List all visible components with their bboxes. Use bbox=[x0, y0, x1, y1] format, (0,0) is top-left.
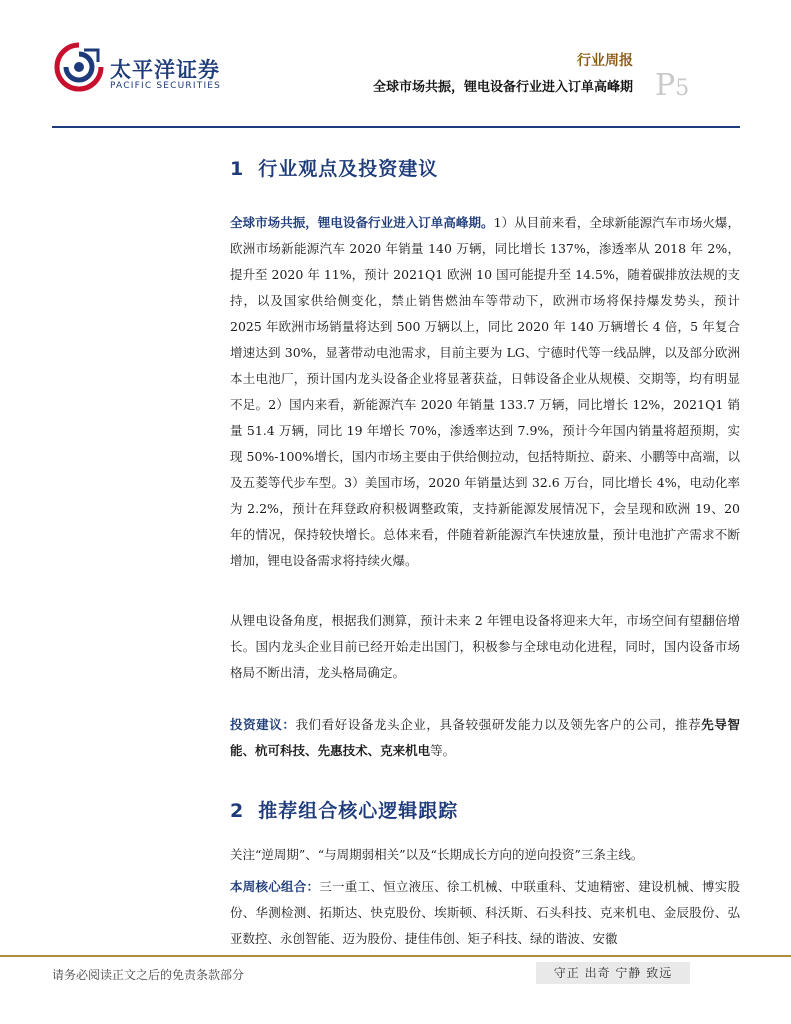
investment-advice-label: 投资建议： bbox=[230, 717, 296, 732]
page-number-value: 5 bbox=[675, 76, 690, 101]
investment-advice-end: 等。 bbox=[430, 743, 456, 758]
footer-disclaimer: 请务必阅读正文之后的免责条款部分 bbox=[52, 968, 245, 982]
brand-name-en: PACIFIC SECURITIES bbox=[110, 81, 222, 91]
investment-advice-text: 我们看好设备龙头企业，具备较强研发能力以及领先客户的公司，推荐 bbox=[295, 717, 702, 732]
recommended-stock: 杭可科技 bbox=[255, 743, 306, 758]
core-portfolio-label: 本周核心组合： bbox=[230, 879, 320, 894]
pacific-securities-logo-icon bbox=[54, 42, 104, 92]
section-1-title: 行业观点及投资建议 bbox=[258, 158, 439, 180]
recommended-stock: 先惠技术 bbox=[317, 743, 368, 758]
list-separator: 、 bbox=[242, 743, 256, 758]
paragraph-body: 1）从目前来看，全球新能源汽车市场火爆，欧洲市场新能源汽车 2020 年销量 140 万辆，同比增长 137%，渗透率从 2018 年 2%，提升至 2020 年 11%，预计 2021Q1 欧洲 10 国可能提升至 14.5%，随着碳排放法规的支持，以及国家供给侧变化，禁止销售燃油车等带动下，欧洲市场将保持爆发势头，预计 2025 年欧洲市场销量将达到 500 万辆以上，同比 2020 年 140 万辆增长 4 倍，5 年复合增速达到 30%，显著带动电池需求，目前主要为 LG、宁德时代等一线品牌，以及部分欧洲本土电池厂，预计国内龙头设备企业将显著获益，日韩设备企业从规模、交期等，均有明显不足。2）国内来看，新能源汽车 2020 年销量 133.7 万辆，同比增长 12%，2021Q1 销量 51.4 万辆，同比 19 年增长 70%，渗透率达到 7.9%，预计今年国内销量将超预期，实现 50%-100%增长，国内市场主要由于供给侧拉动，包括特斯拉、蔚来、小鹏等中高端，以及五菱等代步车型。3）美国市场，2020 年销量达到 32.6 万台，同比增长 4%，电动化率为 2.2%，预计在拜登政府积极调整政策，支持新能源发展情况下，会呈现和欧洲 19、20 年的情况，保持较快增长。总体来看，伴随着新能源汽车快速放量，预计电池扩产需求不断增加，锂电设备需求将持续火爆。 bbox=[230, 215, 740, 568]
recommended-stock: 克来机电 bbox=[380, 743, 431, 758]
core-portfolio-list: 三一重工、恒立液压、徐工机械、中联重科、艾迪精密、建设机械、博实股份、华测检测、拓斯达、快克股份、埃斯顿、科沃斯、石头科技、克来机电、金辰股份、弘亚数控、永创智能、迈为股份、捷佳伟创、矩子科技、绿的谐波、安徽 bbox=[230, 879, 740, 946]
section-2-number: 2 bbox=[230, 800, 245, 822]
investment-advice-paragraph bbox=[230, 712, 740, 764]
section-2-paragraph-1: 关注“逆周期”、“与周期弱相关”以及“长期成长方向的逆向投资”三条主线。 bbox=[230, 847, 644, 862]
section-2-heading bbox=[230, 796, 458, 823]
list-separator: 、 bbox=[367, 743, 381, 758]
section-1-paragraph-1 bbox=[230, 210, 740, 574]
header-divider bbox=[52, 126, 740, 128]
page-number bbox=[655, 68, 689, 103]
section-1-number: 1 bbox=[230, 158, 245, 180]
page-header bbox=[0, 0, 791, 130]
recommended-stock: 先导智能 bbox=[230, 717, 740, 758]
section-2-title: 推荐组合核心逻辑跟踪 bbox=[258, 800, 459, 822]
report-type: 行业周报 bbox=[577, 53, 633, 69]
footer-divider bbox=[0, 955, 791, 957]
core-portfolio-paragraph bbox=[230, 874, 740, 952]
page-prefix: P bbox=[655, 68, 676, 103]
brand-name-cn: 太平洋证券 bbox=[110, 58, 220, 82]
section-1-heading bbox=[230, 154, 438, 181]
paragraph-lead: 全球市场共振，锂电设备行业进入订单高峰期。 bbox=[230, 215, 494, 230]
report-title: 全球市场共振，锂电设备行业进入订单高峰期 bbox=[372, 80, 633, 95]
list-separator: 、 bbox=[305, 743, 318, 758]
section-1-paragraph-2: 从锂电设备角度，根据我们测算，预计未来 2 年锂电设备将迎来大年，市场空间有望翻倍增长。国内龙头企业目前已经开始走出国门，积极参与全球电动化进程，同时，国内设备市场格局不断出清，龙头格局确定。 bbox=[230, 613, 740, 680]
footer-motto: 守正 出奇 宁静 致远 bbox=[536, 962, 690, 984]
